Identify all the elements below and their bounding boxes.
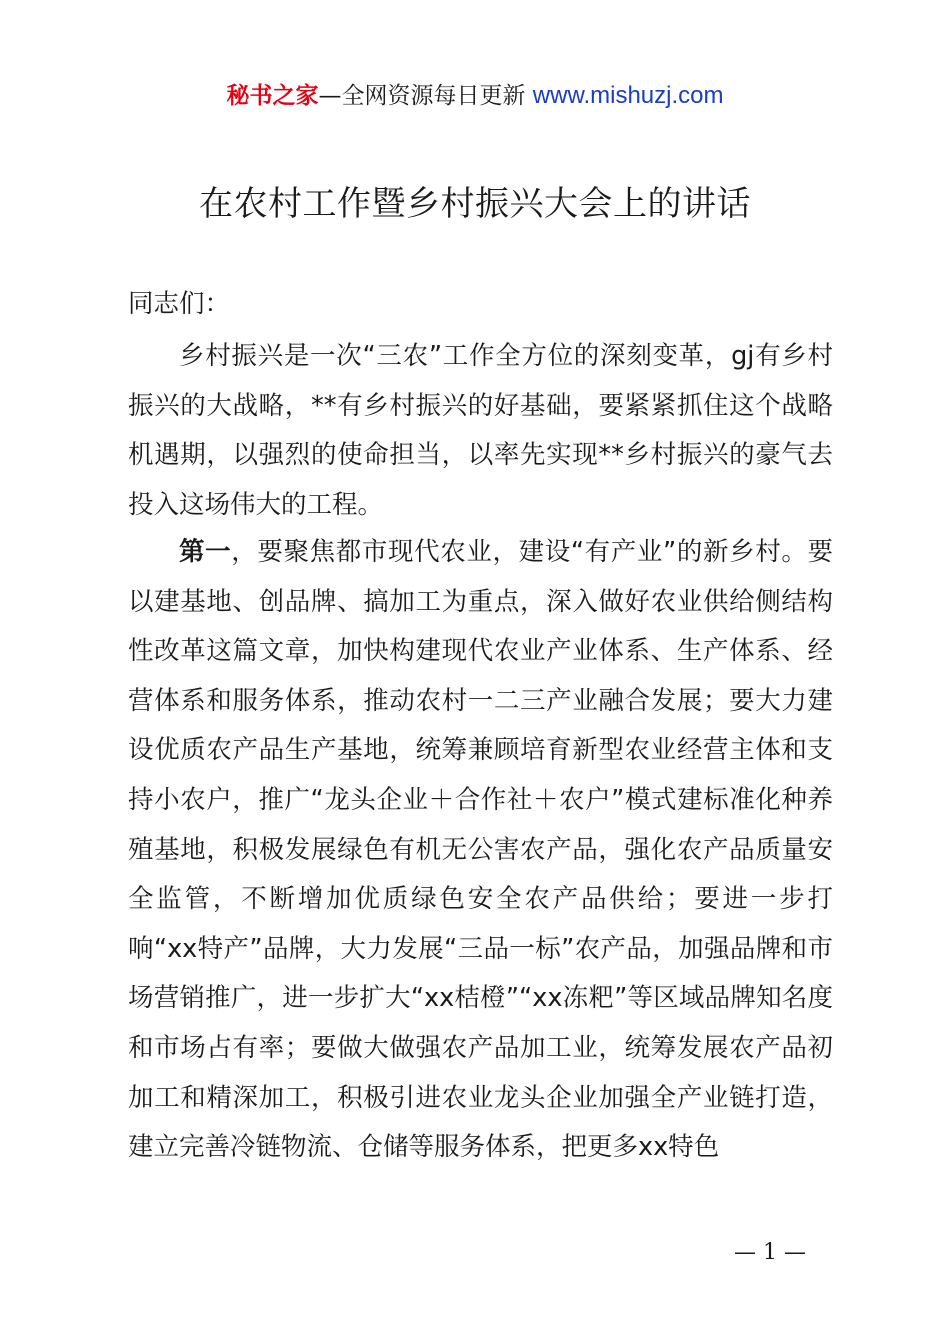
site-brand: 秘书之家	[226, 83, 319, 109]
page-number: — 1 —	[734, 1240, 806, 1265]
document-title: 在农村工作暨乡村振兴大会上的讲话	[199, 184, 751, 224]
paragraph-first-point-text: ，要聚焦都市现代农业，建设“有产业”的新乡村。要以建基地、创品牌、搞加工为重点，深入做好农业供给侧结构性改革这篇文章，加快构建现代农业产业体系、生产体系、经营体系和服务体系，推动农村一二三产业融合发展；要大力建设优质农产品生产基地，统筹兼顾培育新型农业经营主体和支持小农户，推广“龙头企业＋合作社＋农户”模式建标准化种养殖基地，积极发展绿色有机无公害农产品，强化农产品质量安全监管，不断增加优质绿色安全农产品供给；要进一步打响“xx特产”品牌，大力发展“三品一标”农产品，加强品牌和市场营销推广，进一步扩大“xx桔橙”“xx冻粑”等区域品牌知名度和市场占有率；要做大做强农产品加工业，统筹发展农产品初加工和精深加工，积极引进农业龙头企业加强全产业链打造，建立完善冷链物流、仓储等服务体系，把更多xx特色	[128, 537, 833, 1163]
salutation: 同志们：	[128, 289, 231, 319]
site-url-link[interactable]: www.mishuzj.com	[532, 82, 724, 109]
paragraph-lead-label: 第一	[179, 537, 232, 567]
paragraph-first-point	[128, 528, 833, 1173]
site-header	[0, 80, 950, 112]
paragraph-intro: 乡村振兴是一次“三农”工作全方位的深刻变革，gj有乡村振兴的大战略，**有乡村振兴的好基础，要紧紧抓住这个战略机遇期，以强烈的使命担当，以率先实现**乡村振兴的豪气去投入这场伟大的工程。	[128, 341, 833, 520]
site-tagline: —全网资源每日更新	[318, 83, 526, 109]
